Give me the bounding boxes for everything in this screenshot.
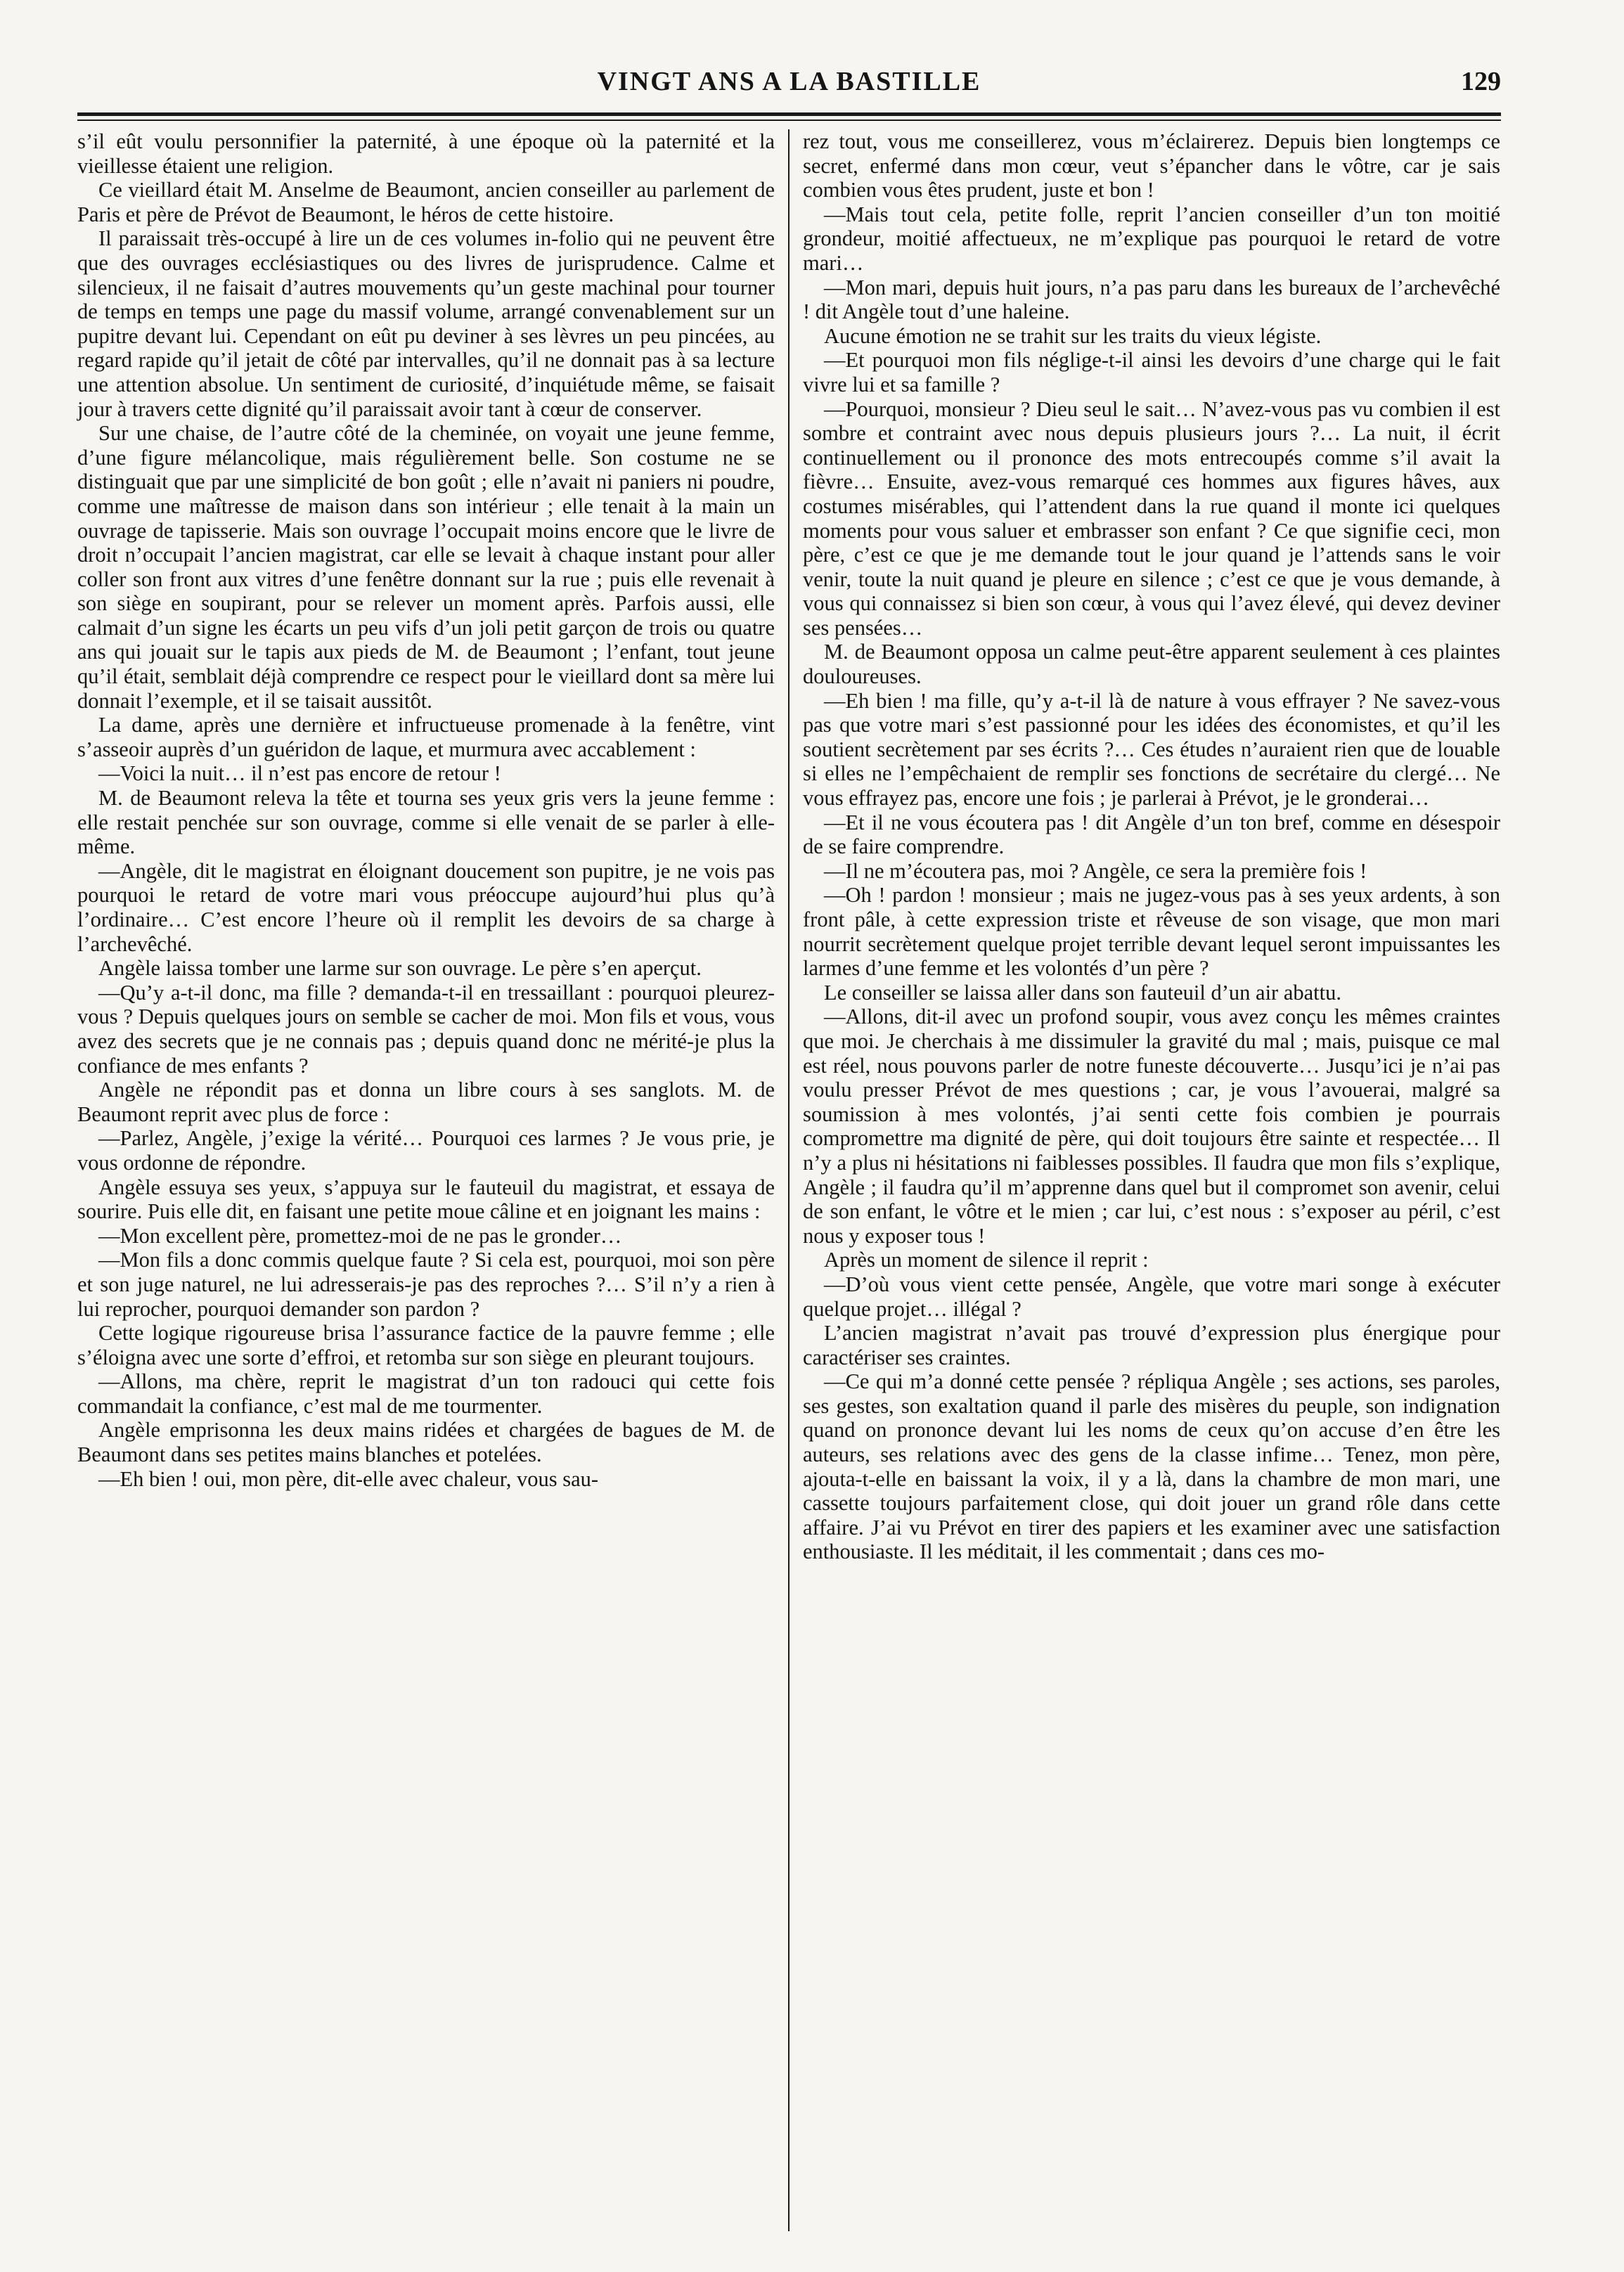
paragraph: —Qu’y a-t-il donc, ma fille ? demanda-t-il en tressaillant : pourquoi pleurez-vous ? Depuis quelques jours on semble se cacher de moi. Mon fils et vous, vous avez des secrets que je ne connais pas ; depuis quand donc ne mérité-je plus la confiance de mes enfants ?	[77, 980, 775, 1078]
paragraph: —Voici la nuit… il n’est pas encore de retour !	[98, 761, 501, 786]
paragraph: Il paraissait très-occupé à lire un de ces volumes in-folio qui ne peuvent être que des ouvrages ecclésiastiques ou des livres de jurisprudence. Calme et silencieux, il ne faisait d’autres mouvements qu’un geste machinal pour tourner de temps en temps une page du massif volume, arrangé convenablement sur un pupitre devant lui. Cependant on eût pu deviner à ses lèvres un peu pincées, au regard rapide qu’il jetait de côté par intervalles, qu’il ne donnait pas à sa lecture une attention absolue. Un sentiment de curiosité, d’inquiétude même, se faisait jour à travers cette dignité qu’il paraissait avoir tant à cœur de conserver.	[77, 226, 775, 421]
paragraph: Angèle emprisonna les deux mains ridées et chargées de bagues de M. de Beaumont dans ses petites mains blanches et potelées.	[77, 1418, 775, 1467]
column-divider	[788, 129, 790, 2231]
paragraph: —Allons, ma chère, reprit le magistrat d’un ton radouci qui cette fois commandait la confiance, c’est mal de me tourmenter.	[77, 1369, 775, 1418]
paragraph: —Et il ne vous écoutera pas ! dit Angèle d’un ton bref, comme en désespoir de se faire comprendre.	[803, 810, 1500, 859]
running-title: VINGT ANS A LA BASTILLE	[597, 67, 981, 96]
paragraph: —Mais tout cela, petite folle, reprit l’ancien conseiller d’un ton moitié grondeur, moitié affectueux, ne m’explique pas pourquoi le retard de votre mari…	[803, 202, 1500, 275]
paragraph: L’ancien magistrat n’avait pas trouvé d’expression plus énergique pour caractériser ses craintes.	[803, 1321, 1500, 1369]
paragraph: La dame, après une dernière et infructueuse promenade à la fenêtre, vint s’asseoir auprès d’un guéridon de laque, et murmura avec accablement :	[77, 713, 775, 761]
paragraph: Angèle laissa tomber une larme sur son ouvrage. Le père s’en aperçut.	[98, 956, 702, 981]
paragraph: —Mon fils a donc commis quelque faute ? Si cela est, pourquoi, moi son père et son juge naturel, ne lui adresserais-je pas des reproches ?… S’il n’y a rien à lui reprocher, pourquoi demander son pardon ?	[77, 1248, 775, 1321]
paragraph: Angèle essuya ses yeux, s’appuya sur le fauteuil du magistrat, et essaya de sourire. Puis elle dit, en faisant une petite moue câline et en joignant les mains :	[77, 1175, 775, 1224]
paragraph: —Ce qui m’a donné cette pensée ? répliqua Angèle ; ses actions, ses paroles, ses gestes, son exaltation quand il parle des misères du peuple, son indignation quand on prononce devant lui les noms de ceux qu’on accuse d’en être les auteurs, ses relations avec des gens de la classe infime… Tenez, mon père, ajouta-t-elle en baissant la voix, il y a là, dans la chambre de mon mari, une cassette toujours parfaitement close, qui doit jouer un grand rôle dans cette affaire. J’ai vu Prévot en tirer des papiers et les examiner avec une satisfaction enthousiaste. Il les méditait, il les commentait ; dans ces mo-	[803, 1369, 1500, 1564]
paragraph: —Et pourquoi mon fils néglige-t-il ainsi les devoirs d’une charge qui le fait vivre lui et sa famille ?	[803, 348, 1500, 396]
paragraph: —Il ne m’écoutera pas, moi ? Angèle, ce sera la première fois !	[824, 858, 1367, 883]
paragraph: —Pourquoi, monsieur ? Dieu seul le sait… N’avez-vous pas vu combien il est sombre et contraint avec nous depuis plusieurs jours ?… La nuit, il écrit continuellement ou il prononce des mots entrecoupés comme s’il avait la fièvre… Ensuite, avez-vous remarqué ces hommes aux figures hâves, aux costumes misérables, qui l’attendent dans la rue quand il monte ici quelques moments pour vous saluer et embrasser son enfant ? Ce que signifie ceci, mon père, c’est ce que je me demande tout le jour quand je l’attends sans le voir venir, toute la nuit quand je pleure en silence ; c’est ce que je vous demande, à vous qui connaissez si bien son cœur, à vous qui l’avez élevé, qui devez deviner ses pensées…	[803, 396, 1500, 640]
paragraph: Cette logique rigoureuse brisa l’assurance factice de la pauvre femme ; elle s’éloigna avec une sorte d’effroi, et retomba sur son siège en pleurant toujours.	[77, 1321, 775, 1369]
paragraph: Après un moment de silence il reprit :	[824, 1248, 1149, 1272]
paragraph: Angèle ne répondit pas et donna un libre cours à ses sanglots. M. de Beaumont reprit avec plus de force :	[77, 1078, 775, 1126]
paragraph: —Allons, dit-il avec un profond soupir, vous avez conçu les mêmes craintes que moi. Je cherchais à me dissimuler la gravité du mal ; mais, puisque ce mal est réel, nous pouvons parler de notre funeste découverte… Jusqu’ici je n’ai pas voulu presser Prévot de mes questions ; car, je vous l’avouerai, malgré sa soumission à mes volontés, j’ai senti cette fois combien je pourrais compromettre ma dignité de père, qui doit toujours être sainte et respectée… Il n’y a plus ni hésitations ni faiblesses possibles. Il faudra que mon fils s’explique, Angèle ; il faudra qu’il m’apprenne dans quel but il compromet son avenir, celui de son enfant, le vôtre et le mien ; car lui, c’est nous : s’exposer au péril, c’est nous y exposer tous !	[803, 1005, 1500, 1248]
paragraph: M. de Beaumont releva la tête et tourna ses yeux gris vers la jeune femme : elle restait penchée sur son ouvrage, comme si elle venait de se parler à elle-même.	[77, 786, 775, 859]
text-columns	[77, 129, 1501, 2231]
right-column	[803, 129, 1500, 2231]
paragraph: rez tout, vous me conseillerez, vous m’éclairerez. Depuis bien longtemps ce secret, enfermé dans mon cœur, veut s’épancher dans le vôtre, car je sais combien vous êtes prudent, juste et bon !	[803, 129, 1500, 202]
paragraph: —D’où vous vient cette pensée, Angèle, que votre mari songe à exécuter quelque projet… illégal ?	[803, 1272, 1500, 1321]
paragraph: —Oh ! pardon ! monsieur ; mais ne jugez-vous pas à ses yeux ardents, à son front pâle, à cette expression triste et rêveuse de son visage, que mon mari nourrit secrètement quelque projet terrible devant lequel seront impuissantes les larmes d’une femme et les volontés d’un père ?	[803, 883, 1500, 981]
left-column	[77, 129, 775, 2231]
running-head	[77, 62, 1501, 112]
header-rule-thin	[77, 120, 1501, 121]
paragraph: —Eh bien ! oui, mon père, dit-elle avec chaleur, vous sau-	[98, 1466, 599, 1491]
header-rule-thick	[77, 112, 1501, 116]
page-number: 129	[1461, 67, 1501, 96]
paragraph: —Mon excellent père, promettez-moi de ne pas le gronder…	[98, 1223, 622, 1248]
newspaper-page	[77, 62, 1501, 2241]
paragraph: —Eh bien ! ma fille, qu’y a-t-il là de nature à vous effrayer ? Ne savez-vous pas que votre mari s’est passionné pour les idées des économistes, et qu’il les soutient secrètement par ses écrits ?… Ces études n’auraient rien que de louable si elles ne l’empêchaient de remplir ses fonctions de secrétaire du clergé… Ne vous effrayez pas, encore une fois ; je parlerai à Prévot, je le gronderai…	[803, 688, 1500, 811]
paragraph: Aucune émotion ne se trahit sur les traits du vieux légiste.	[824, 323, 1322, 348]
paragraph: s’il eût voulu personnifier la paternité, à une époque où la paternité et la vieillesse étaient une religion.	[77, 129, 775, 178]
paragraph: —Parlez, Angèle, j’exige la vérité… Pourquoi ces larmes ? Je vous prie, je vous ordonne de répondre.	[77, 1126, 775, 1175]
paragraph: —Mon mari, depuis huit jours, n’a pas paru dans les bureaux de l’archevêché ! dit Angèle tout d’une haleine.	[803, 275, 1500, 324]
paragraph: Sur une chaise, de l’autre côté de la cheminée, on voyait une jeune femme, d’une figure mélancolique, mais régulièrement belle. Son costume ne se distinguait que par une simplicité de bon goût ; elle n’avait ni paniers ni poudre, comme une maîtresse de maison dans son intérieur ; elle tenait à la main un ouvrage de tapisserie. Mais son ouvrage l’occupait moins encore que le livre de droit n’occupait l’ancien magistrat, car elle se levait à chaque instant pour aller coller son front aux vitres d’une fenêtre donnant sur la rue ; puis elle revenait à son siège en soupirant, pour se relever un moment après. Parfois aussi, elle calmait d’un signe les écarts un peu vifs d’un joli petit garçon de trois ou quatre ans qui jouait sur le tapis aux pieds de M. de Beaumont ; l’enfant, tout jeune qu’il était, semblait déjà comprendre ce respect pour le vieillard dont sa mère lui donnait l’exemple, et il se taisait aussitôt.	[77, 421, 775, 713]
paragraph: —Angèle, dit le magistrat en éloignant doucement son pupitre, je ne vois pas pourquoi le retard de votre mari vous préoccupe aujourd’hui plus qu’à l’ordinaire… C’est encore l’heure où il remplit les devoirs de sa charge à l’archevêché.	[77, 858, 775, 956]
paragraph: Le conseiller se laissa aller dans son fauteuil d’un air abattu.	[824, 980, 1341, 1005]
paragraph: M. de Beaumont opposa un calme peut-être apparent seulement à ces plaintes douloureuses.	[803, 640, 1500, 689]
paragraph: Ce vieillard était M. Anselme de Beaumont, ancien conseiller au parlement de Paris et père de Prévot de Beaumont, le héros de cette histoire.	[77, 178, 775, 226]
